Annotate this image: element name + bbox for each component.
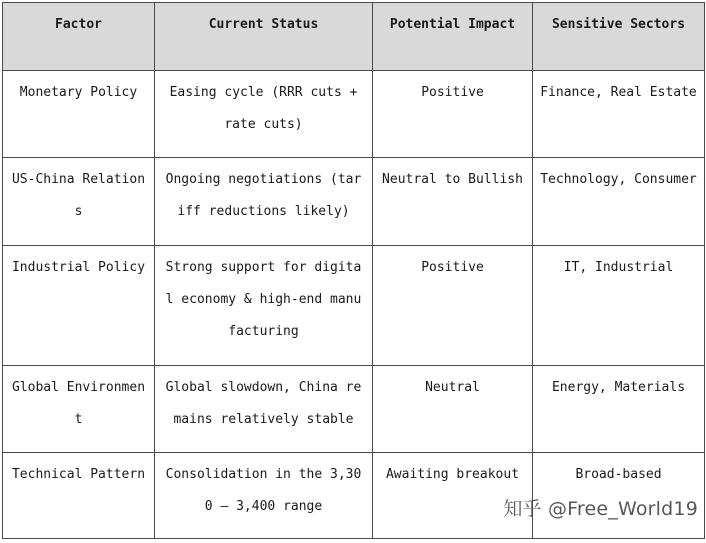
- cell-current-status: Global slowdown, China remains relatively stable: [155, 366, 373, 453]
- market-factors-table: [2, 2, 705, 539]
- table-row: [3, 158, 705, 246]
- cell-sensitive-sectors: Energy, Materials: [533, 366, 705, 453]
- watermark-text: 知乎 @Free_World19: [503, 498, 698, 520]
- cell-current-status: Ongoing negotiations (tariff reductions likely): [155, 158, 373, 246]
- cell-current-status: Consolidation in the 3,300 – 3,400 range: [155, 453, 373, 539]
- cell-factor: Technical Pattern: [3, 453, 155, 539]
- cell-sensitive-sectors: Broad-based: [533, 453, 705, 539]
- table-row: [3, 71, 705, 158]
- table-row: [3, 246, 705, 366]
- cell-current-status: Strong support for digital economy & high-end manufacturing: [155, 246, 373, 366]
- cell-potential-impact: Neutral to Bullish: [373, 158, 533, 246]
- header-row: [3, 3, 705, 71]
- cell-factor: Global Environment: [3, 366, 155, 453]
- cell-sensitive-sectors: Finance, Real Estate: [533, 71, 705, 158]
- cell-factor: US-China Relations: [3, 158, 155, 246]
- cell-factor: Monetary Policy: [3, 71, 155, 158]
- cell-factor: Industrial Policy: [3, 246, 155, 366]
- header-factor: Factor: [3, 3, 155, 71]
- header-potential-impact: Potential Impact: [373, 3, 533, 71]
- cell-current-status: Easing cycle (RRR cuts + rate cuts): [155, 71, 373, 158]
- table-row: [3, 366, 705, 453]
- cell-potential-impact: Neutral: [373, 366, 533, 453]
- cell-sensitive-sectors: Technology, Consumer: [533, 158, 705, 246]
- header-sensitive-sectors: Sensitive Sectors: [533, 3, 705, 71]
- cell-potential-impact: Positive: [373, 246, 533, 366]
- cell-sensitive-sectors: IT, Industrial: [533, 246, 705, 366]
- cell-potential-impact: Positive: [373, 71, 533, 158]
- header-current-status: Current Status: [155, 3, 373, 71]
- cell-potential-impact: Awaiting breakout: [373, 453, 533, 539]
